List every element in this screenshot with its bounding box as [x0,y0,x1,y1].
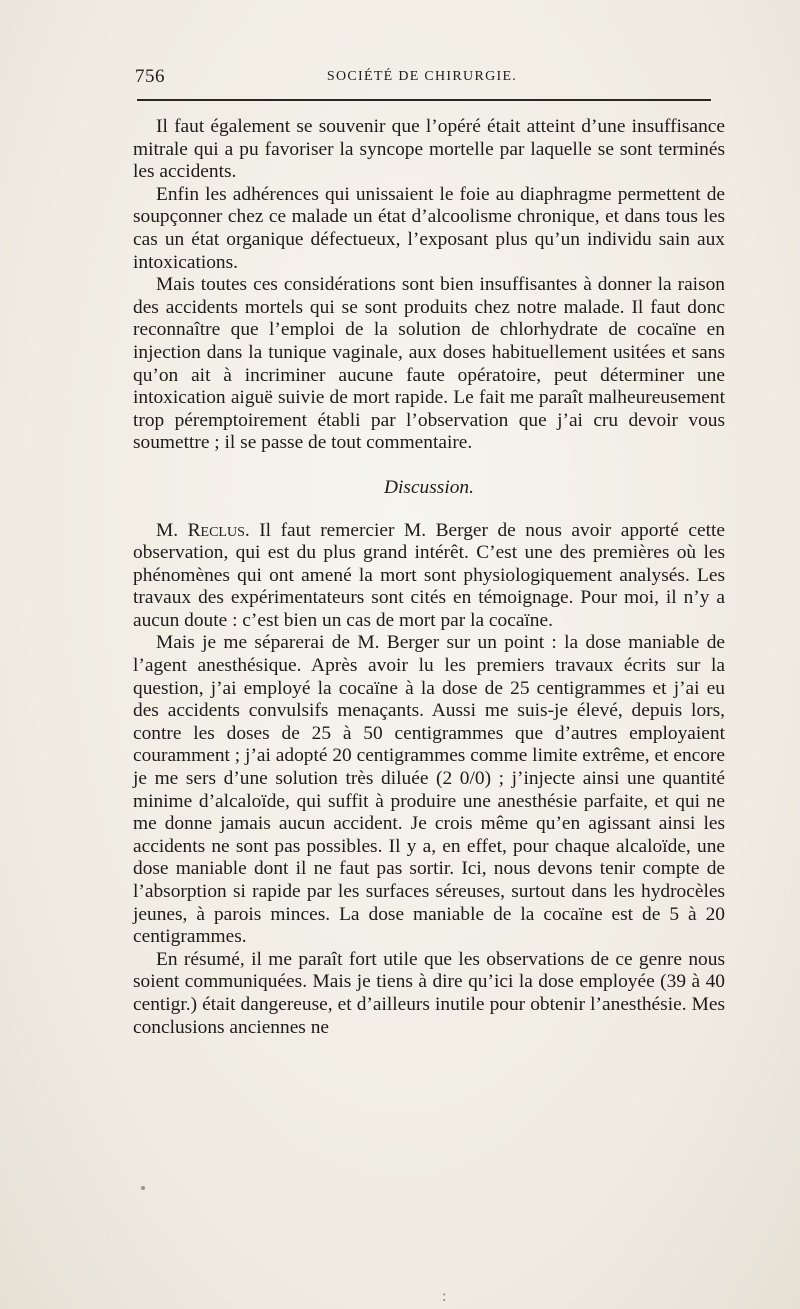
page-number: 756 [135,66,165,87]
paragraph: Il faut également se souvenir que l’opéré était atteint d’une insuffisance mitrale qui a pu favoriser la syncope mortelle par laquelle se sont terminés les accidents. [133,116,725,183]
page-header [133,66,711,96]
speaker-name: M. Reclus. [156,519,250,541]
paragraph: Enfin les adhérences qui unissaient le foie au diaphragme permettent de soupçonner chez ce malade un état d’alcoolisme chronique, et dans tous les cas un état organique défectueux, l’exposant plus qu’un individu sain aux intoxications. [133,183,725,273]
paragraph: Mais je me séparerai de M. Berger sur un point : la dose maniable de l’agent anesthésique. Après avoir lu les premiers travaux écrits sur la question, j’ai employé la cocaïne à la dose de 25 centigrammes et j’ai eu des accidents convulsifs menaçants. Aussi me suis-je élevé, depuis lors, contre les doses de 25 à 50 centigrammes que d’autres employaient couramment ; j’ai adopté 20 centigrammes comme limite extrême, et encore je me sers d’une solution très diluée (2 0/0) ; j’injecte ainsi une quantité minime d’alcaloïde, qui suffit à produire une anesthésie parfaite, et qui ne me donne jamais aucun accident. Je crois même qu’en agissant ainsi les accidents ne sont pas possibles. Il y a, en effet, pour chaque alcaloïde, une dose maniable dont il ne faut pas sortir. Ici, nous devons tenir compte de l’absorption si rapide par les surfaces séreuses, surtout dans les hydrocèles jeunes, à parois minces. La dose maniable de la cocaïne est de 5 à 20 centigrammes. [133,632,725,948]
paragraph: Mais toutes ces considérations sont bien insuffisantes à donner la raison des accidents mortels qui se sont produits chez notre malade. Il faut donc reconnaître que l’emploi de la solution de chlorhydrate de cocaïne en injection dans la tunique vaginale, aux doses habituellement usitées et sans qu’on ait à incriminer aucune faute opératoire, peut déterminer une intoxication aiguë suivie de mort rapide. Le fait me paraît malheureusement trop péremptoirement établi par l’observation que j’ai cru devoir vous soumettre ; il se passe de tout commentaire. [133,274,725,454]
section-heading: Discussion. [384,476,474,498]
body-text [133,116,725,1039]
discussion-paragraph [133,520,725,633]
running-title: SOCIÉTÉ DE CHIRURGIE. [326,69,518,84]
discussion-text: Il faut remercier M. Berger de nous avoir apporté cette observation, qui est du plus grand intérêt. C’est une des premières où les phénomènes qui ont amené la mort sont physiologiquement analysés. Les travaux des expérimentateurs sont cités en témoignage. Pour moi, il n’y a aucun doute : c’est bien un cas de mort par la cocaïne. [133,519,725,631]
page-mark: : [442,1288,447,1305]
ink-speck [141,1186,145,1190]
header-rule [137,99,711,101]
paragraph: En résumé, il me paraît fort utile que les observations de ce genre nous soient communiquées. Mais je tiens à dire qu’ici la dose employée (39 à 40 centigr.) était dangereuse, et d’ailleurs inutile pour obtenir l’anesthésie. Mes conclusions anciennes ne [133,948,725,1038]
